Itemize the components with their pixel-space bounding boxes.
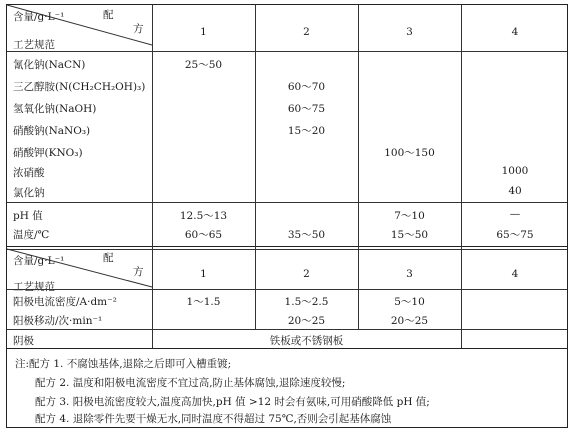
t2-row-name: 阳极移动/次·min⁻¹ bbox=[13, 315, 103, 327]
t2-col-3: 3 bbox=[406, 268, 413, 280]
t2-formula-label-2: 方 bbox=[133, 266, 144, 278]
t1-cell: 1000 bbox=[501, 165, 529, 177]
t2-row-name: 阴极 bbox=[13, 335, 34, 347]
t2-cell: 5～10 bbox=[394, 296, 425, 308]
t2-content-label: 含量/g·L⁻¹ bbox=[13, 255, 65, 267]
note-1: 注:配方 1. 不腐蚀基体,退除之后即可入槽重镀; bbox=[15, 358, 232, 370]
t2-process-label: 工艺规范 bbox=[13, 281, 55, 293]
t1-cell: 40 bbox=[508, 185, 522, 197]
note-2: 配方 2. 温度和阳极电流密度不宜过高,防止基体腐蚀,退除速度较慢; bbox=[35, 377, 346, 389]
t2-cell: 1.5～2.5 bbox=[284, 296, 329, 308]
t1-cell: 15～20 bbox=[287, 125, 326, 137]
t2-cell: 1～1.5 bbox=[186, 296, 221, 308]
t1-content-label: 含量/g·L⁻¹ bbox=[13, 11, 65, 23]
note-3: 配方 3. 阳极电流密度较大,温度高加快,pH 值 >12 时会有氨味,可用硝酸降低 pH 值; bbox=[35, 396, 430, 408]
t1-row-name: 氯化钠 bbox=[13, 187, 45, 199]
t1-col-4: 4 bbox=[511, 26, 519, 38]
t1-cell: 100～150 bbox=[384, 147, 435, 159]
t1-formula-label-2: 方 bbox=[133, 23, 144, 35]
t2-cell: 20～25 bbox=[287, 315, 326, 327]
t1-cell: 25～50 bbox=[184, 59, 223, 71]
t2-col-1: 1 bbox=[200, 268, 207, 280]
t1-process-label: 工艺规范 bbox=[13, 39, 55, 51]
t1-cell: 60～65 bbox=[184, 229, 223, 241]
t1-row-name: 温度/℃ bbox=[13, 229, 50, 241]
t1-row-name: 硝酸钾(KNO₃) bbox=[13, 147, 83, 159]
t1-col-2: 2 bbox=[303, 26, 310, 38]
t1-cell: 15～50 bbox=[390, 229, 429, 241]
t1-row-name: pH 值 bbox=[13, 210, 43, 222]
t2-col-2: 2 bbox=[303, 268, 310, 280]
t2-merged-cell: 铁板或不锈钢板 bbox=[269, 335, 344, 347]
t1-cell: 7～10 bbox=[394, 210, 425, 222]
t2-col-4: 4 bbox=[511, 268, 519, 280]
t1-cell: 60～75 bbox=[287, 103, 326, 115]
t1-col-3: 3 bbox=[406, 26, 413, 38]
t1-cell: 35～50 bbox=[287, 229, 326, 241]
t1-cell: 60～70 bbox=[287, 81, 326, 93]
t1-row-name: 三乙醇胺(N(CH₂CH₂OH)₃) bbox=[13, 81, 146, 93]
t1-cell: — bbox=[509, 208, 521, 220]
t1-row-name: 硝酸钠(NaNO₃) bbox=[13, 125, 91, 137]
t1-row-name: 浓硝酸 bbox=[13, 167, 45, 179]
document-frame bbox=[6, 4, 568, 428]
t1-cell: 65～75 bbox=[496, 229, 534, 241]
note-4: 配方 4. 退除零件先要干燥无水,同时温度不得超过 75℃,否则会引起基体腐蚀 bbox=[35, 413, 392, 425]
t1-col-1: 1 bbox=[200, 26, 207, 38]
t1-cell: 12.5～13 bbox=[179, 210, 228, 222]
t2-formula-label-1: 配 bbox=[103, 252, 114, 264]
t1-row-name: 氢氧化钠(NaOH) bbox=[13, 103, 97, 115]
t1-formula-label-1: 配 bbox=[103, 9, 114, 21]
t2-row-name: 阳极电流密度/A·dm⁻² bbox=[13, 296, 117, 308]
t1-row-name: 氰化钠(NaCN) bbox=[13, 59, 86, 71]
t2-cell: 20～25 bbox=[390, 315, 429, 327]
